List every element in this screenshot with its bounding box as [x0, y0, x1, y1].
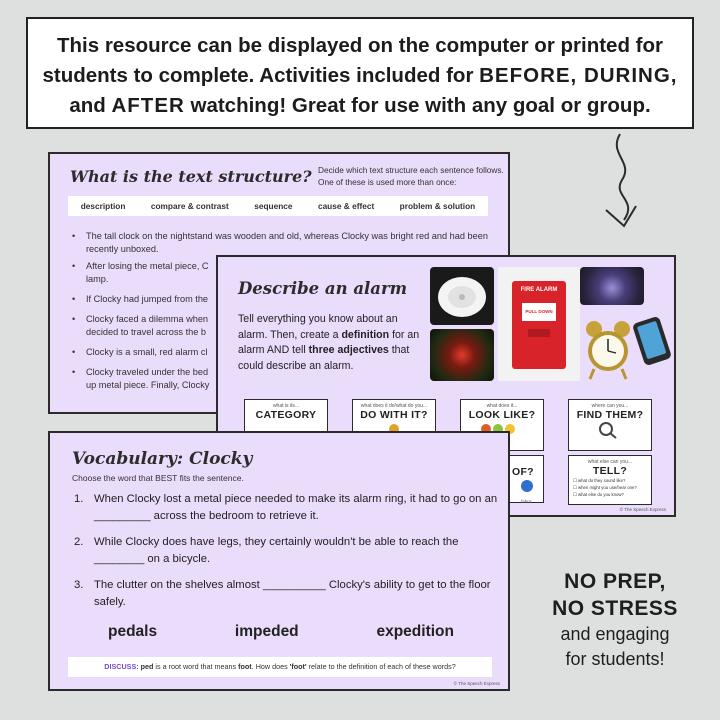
copyright: © The Speech Express: [619, 507, 666, 512]
alarm-clock-image: [582, 315, 634, 383]
question-2: 2. While Clocky does have legs, they certainly wouldn't be able to reach the ________ on a bicycle.: [74, 536, 459, 565]
headline-line-2: students to complete. Activities included for BEFORE, DURING,: [42, 64, 678, 87]
list-item: • If Clocky had jumped from the: [86, 293, 496, 306]
slide-description: Tell everything you know about an alarm. Then, create a definition for an alarm AND tell three adjectives that could describe an alarm.: [238, 313, 420, 372]
tagline: NO PREP, NO STRESS and engaging for students!: [552, 570, 678, 669]
list-item: • Clocky faced a dilemma when decided to travel across the b: [86, 313, 496, 339]
list-item: • The tall clock on the nightstand was wooden and old, whereas Clocky was bright red and had been recently unboxed.: [86, 230, 496, 256]
headline-line-3: and AFTER watching! Great for use with any goal or group.: [69, 94, 651, 117]
discuss-bar: DISCUSS: ped is a root word that means foot. How does 'foot' relate to the definition of each of these words?: [68, 657, 492, 677]
word-option: pedals: [108, 623, 158, 640]
headline-box: [26, 17, 694, 129]
phone-image: [632, 316, 672, 366]
slide-title: What is the text structure?: [70, 167, 312, 186]
list-item: • Clocky traveled under the bed up metal piece. Finally, Clocky: [86, 366, 496, 392]
red-light-image: [430, 329, 494, 381]
vocabulary-slide: [48, 431, 510, 691]
find-them-box: where can you... FIND THEM?: [568, 399, 652, 451]
material-ball-icon: [519, 478, 535, 494]
option: problem & solution: [399, 201, 476, 211]
word-option: expedition: [376, 623, 454, 640]
option: sequence: [254, 201, 293, 211]
question-3: 3. The clutter on the shelves almost __________ Clocky's ability to get to the floor safely.: [74, 579, 491, 608]
question-1: 1. When Clocky lost a metal piece needed to make its alarm ring, it had to go on an _________ across the bedroom to retrieve it.: [74, 493, 498, 522]
do-with-it-box: what does it do/what do you... DO WITH IT?: [352, 399, 436, 451]
look-like-box: what does it... LOOK LIKE?: [460, 399, 544, 451]
copyright: © The Speech Express: [453, 681, 500, 686]
list-item: • Clocky is a small, red alarm cl: [86, 346, 496, 359]
word-option: impeded: [234, 623, 299, 640]
squiggle-arrow-icon: [578, 128, 658, 238]
slide-title: Vocabulary: Clocky: [72, 449, 253, 469]
headline-line-1: This resource can be displayed on the computer or printed for: [56, 34, 663, 57]
option: cause & effect: [317, 201, 375, 211]
magnifier-icon: [590, 421, 630, 439]
smoke-detector-image: [430, 267, 494, 325]
tell-checklist: ☐ what do they sound like? ☐ when might you use/hear one? ☐ what else do you know?: [573, 478, 637, 497]
made-of-box: OF? fabric: [510, 455, 544, 503]
fire-alarm-label: FIRE ALARM: [520, 287, 558, 293]
options-bar: [68, 196, 488, 216]
fabric-label: fabric: [520, 499, 532, 504]
option: compare & contrast: [150, 201, 229, 211]
tell-box: what else can you... TELL? ☐ what do they sound like? ☐ when might you use/hear one? ☐ what else do you know?: [568, 455, 652, 505]
option: description: [80, 201, 126, 211]
fire-alarm-image: [498, 267, 580, 381]
word-bank: [70, 623, 490, 641]
slide-subtitle: Choose the word that BEST fits the sentence.: [72, 473, 244, 483]
slide-title: Describe an alarm: [238, 279, 408, 298]
slide-instructions: Decide which text structure each sentence follows. One of these is used more than once:: [318, 165, 504, 187]
list-item: • After losing the metal piece, C lamp.: [86, 260, 496, 286]
pull-down-label: PULL DOWN: [522, 303, 556, 321]
alarm-device-image: [580, 267, 644, 305]
category-box: what is its... CATEGORY: [244, 399, 328, 451]
